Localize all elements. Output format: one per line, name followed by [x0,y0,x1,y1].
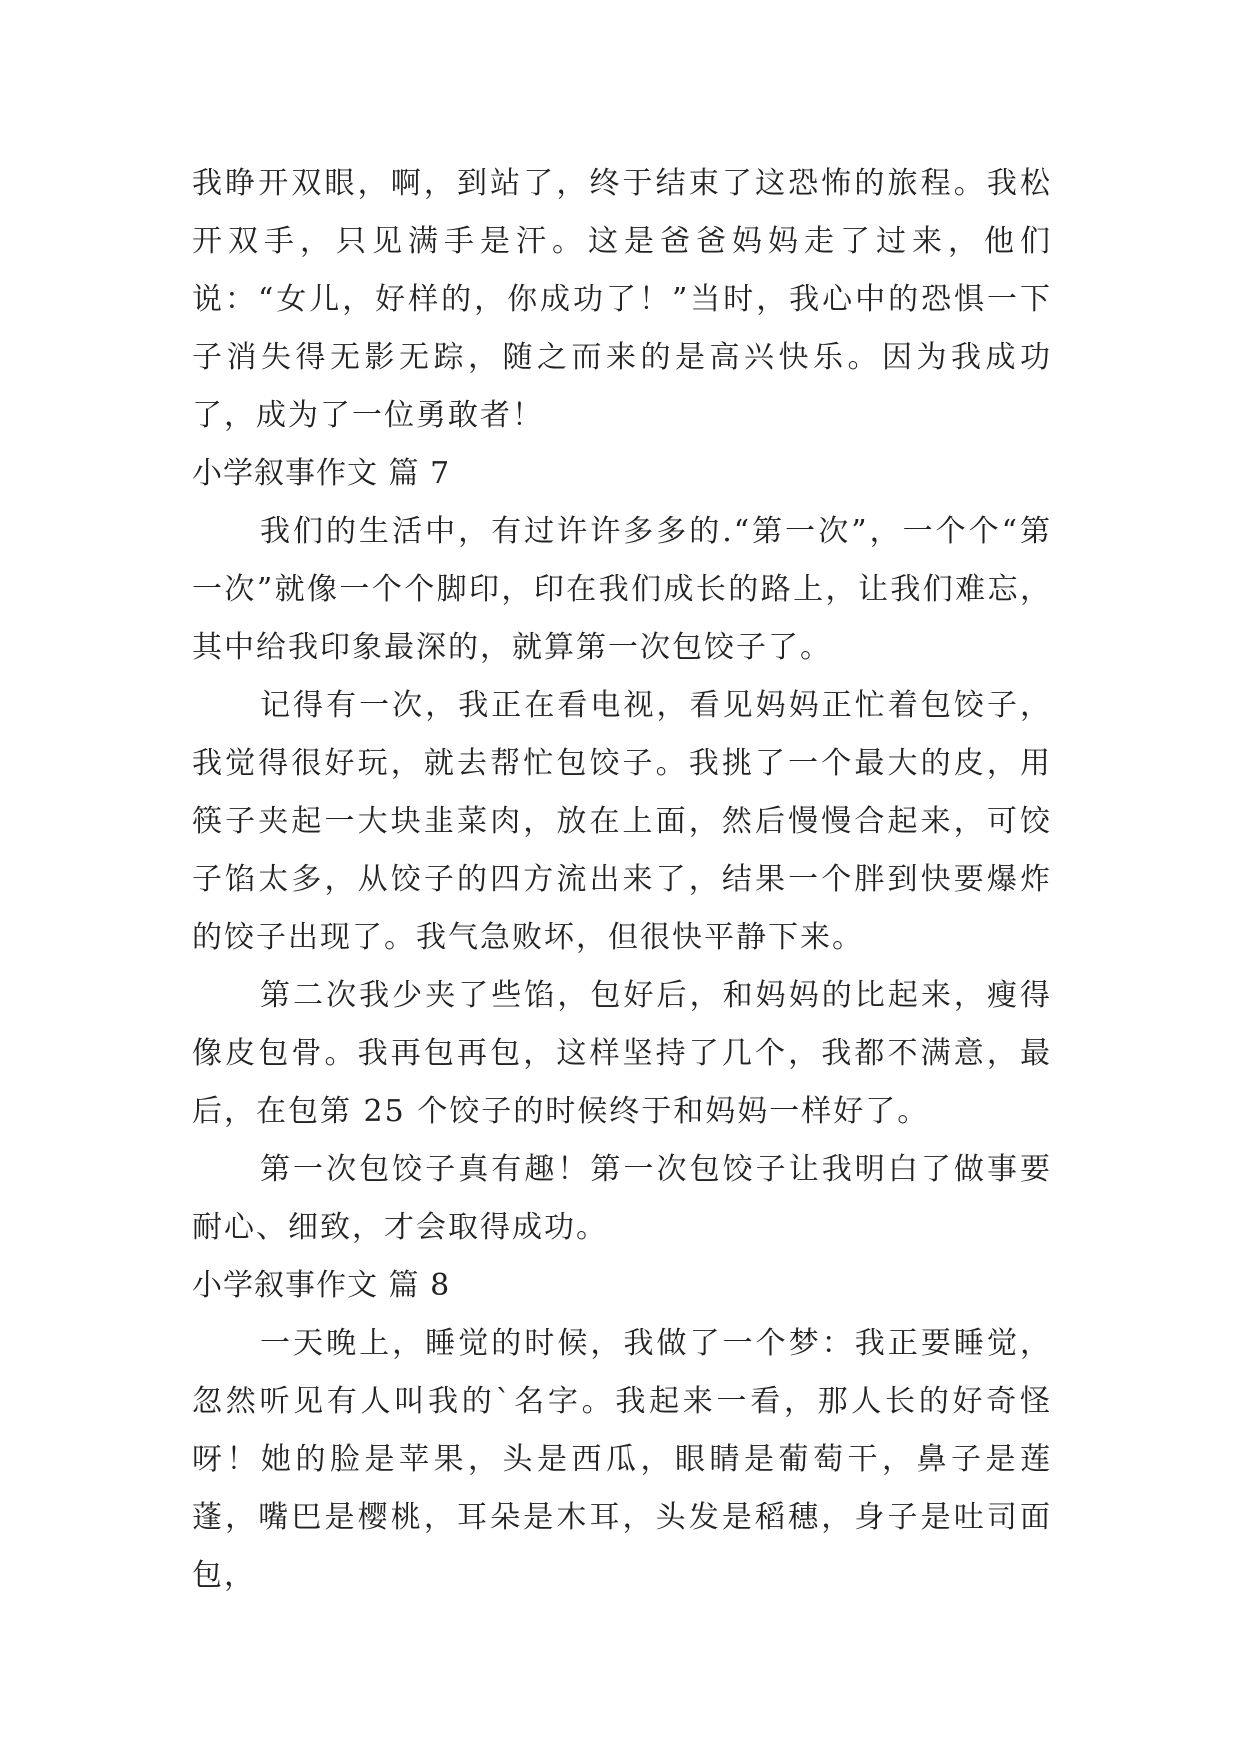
paragraph-conclusion: 第一次包饺子真有趣！第一次包饺子让我明白了做事要耐心、细致，才会取得成功。 [192,1152,1052,1245]
section-heading-8: 小学叙事作文 篇 8 [192,1268,451,1303]
section-heading-7: 小学叙事作文 篇 7 [192,456,451,491]
paragraph-dream: 一天晚上，睡觉的时候，我做了一个梦：我正要睡觉，忽然听见有人叫我的`名字。我起来一看，那人长的好奇怪呀！她的脸是苹果，头是西瓜，眼睛是葡萄干，鼻子是莲蓬，嘴巴是樱桃，耳朵是木耳，头发是稻穗，身子是吐司面包， [192,1326,1052,1593]
paragraph-first-dumpling: 记得有一次，我正在看电视，看见妈妈正忙着包饺子，我觉得很好玩，就去帮忙包饺子。我挑了一个最大的皮，用筷子夹起一大块韭菜肉，放在上面，然后慢慢合起来，可饺子馅太多，从饺子的四方流出来了，结果一个胖到快要爆炸的饺子出现了。我气急败坏，但很快平静下来。 [192,688,1052,955]
paragraph-ending-brave: 我睁开双眼，啊，到站了，终于结束了这恐怖的旅程。我松开双手，只见满手是汗。这是爸爸妈妈走了过来，他们说：“女儿，好样的，你成功了！”当时，我心中的恐惧一下子消失得无影无踪，随之而来的是高兴快乐。因为我成功了，成为了一位勇敢者！ [192,166,1052,433]
document-body [192,155,1052,1605]
paragraph-second-try: 第二次我少夹了些馅，包好后，和妈妈的比起来，瘦得像皮包骨。我再包再包，这样坚持了几个，我都不满意，最后，在包第 25 个饺子的时候终于和妈妈一样好了。 [192,978,1052,1129]
paragraph-first-times: 我们的生活中，有过许许多多的.“第一次”，一个个“第一次”就像一个个脚印，印在我们成长的路上，让我们难忘，其中给我印象最深的，就算第一次包饺子了。 [192,514,1052,665]
